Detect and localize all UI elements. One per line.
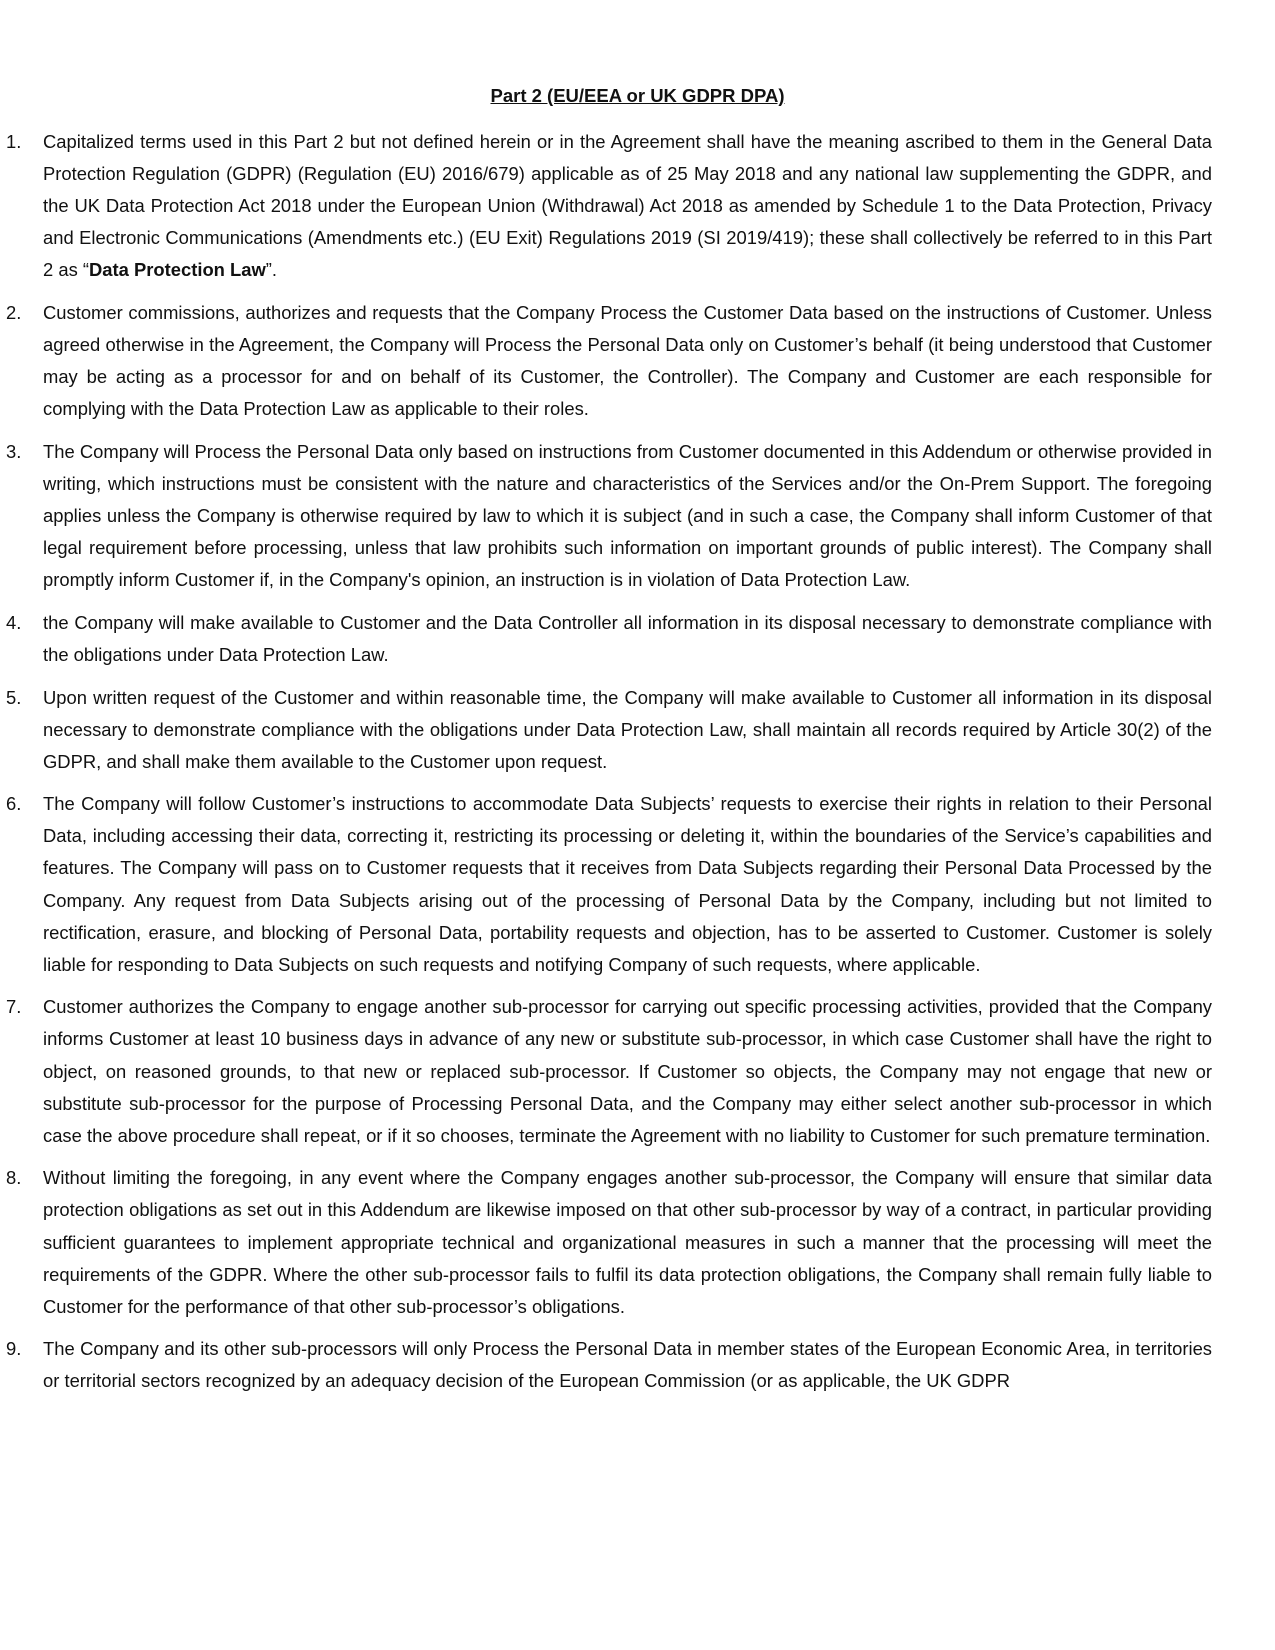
clause-text: Customer commissions, authorizes and requests that the Company Process the Customer Data based on the instructions of Customer. Unless agreed otherwise in the Agreement, the Company will Process the Personal Data only on Customer’s behalf (it being understood that Customer may be acting as a processor for and on behalf of its Customer, the Controller). The Company and Customer are each responsible for complying with the Data Protection Law as applicable to their roles. bbox=[43, 301, 1212, 420]
clause-text: The Company will Process the Personal Data only based on instructions from Customer documented in this Addendum or otherwise provided in writing, which instructions must be consistent with the nature and characteristics of the Services and/or the On-Prem Support. The foregoing applies unless the Company is otherwise required by law to which it is subject (and in such a case, the Company shall inform Customer of that legal requirement before processing, unless that law prohibits such information on important grounds of public interest). The Company shall promptly inform Customer if, in the Company's opinion, an instruction is in violation of Data Protection Law. bbox=[43, 440, 1212, 591]
clause-text: the Company will make available to Customer and the Data Controller all information in its disposal necessary to demonstrate compliance with the obligations under Data Protection Law. bbox=[43, 611, 1212, 665]
clause-2 bbox=[6, 297, 1212, 425]
clause-5 bbox=[6, 682, 1212, 778]
clause-number: 2. bbox=[6, 301, 22, 323]
clause-6 bbox=[6, 788, 1212, 981]
clause-text: The Company and its other sub-processors will only Process the Personal Data in member states of the European Economic Area, in territories or territorial sectors recognized by an adequacy decision of the European Commission (or as applicable, the UK GDPR bbox=[43, 1338, 1212, 1392]
clause-text: Customer authorizes the Company to engage another sub-processor for carrying out specific processing activities, provided that the Company informs Customer at least 10 business days in advance of any new or substitute sub-processor, in which case Customer shall have the right to object, on reasoned grounds, to that new or replaced sub-processor. If Customer so objects, the Company may not engage that new or substitute sub-processor for the purpose of Processing Personal Data, and the Company may either select another sub-processor in which case the above procedure shall repeat, or if it so chooses, terminate the Agreement with no liability to Customer for such premature termination. bbox=[43, 996, 1212, 1146]
clause-number: 7. bbox=[6, 996, 22, 1018]
clause-list bbox=[6, 126, 1212, 1408]
clause-number: 5. bbox=[6, 686, 22, 708]
clause-4 bbox=[6, 607, 1212, 671]
document-title bbox=[0, 84, 1275, 108]
clause-text-tail: ”. bbox=[265, 259, 278, 281]
clause-number: 9. bbox=[6, 1338, 22, 1360]
clause-number: 1. bbox=[6, 131, 22, 152]
clause-text: Capitalized terms used in this Part 2 but not defined herein or in the Agreement shall have the meaning ascribed to them in the General Data Protection Regulation (GDPR) (Regulation (EU) 2016/679) applicable as of 25 May 2018 and any national law supplementing the GDPR, and the UK Data Protection Act 2018 under the European Union (Withdrawal) Act 2018 as amended by Schedule 1 to the Data Protection, Privacy and Electronic Communications (Amendments etc.) (EU Exit) Regulations 2019 (SI 2019/419); these shall collectively be referred to in this Part 2 as “ bbox=[43, 131, 1212, 281]
clause-text: Without limiting the foregoing, in any event where the Company engages another sub-processor, the Company will ensure that similar data protection obligations as set out in this Addendum are likewise imposed on that other sub-processor by way of a contract, in particular providing sufficient guarantees to implement appropriate technical and organizational measures in such a manner that the processing will meet the requirements of the GDPR. Where the other sub-processor fails to fulfil its data protection obligations, the Company shall remain fully liable to Customer for the performance of that other sub-processor’s obligations. bbox=[43, 1167, 1212, 1317]
clause-text: Upon written request of the Customer and within reasonable time, the Company will make available to Customer all information in its disposal necessary to demonstrate compliance with the obligations under Data Protection Law, shall maintain all records required by Article 30(2) of the GDPR, and shall make them available to the Customer upon request. bbox=[43, 686, 1212, 772]
clause-8 bbox=[6, 1162, 1212, 1322]
clause-number: 3. bbox=[6, 440, 22, 462]
clause-text: The Company will follow Customer’s instructions to accommodate Data Subjects’ requests to exercise their rights in relation to their Personal Data, including accessing their data, correcting it, restricting its processing or deleting it, within the boundaries of the Service’s capabilities and features. The Company will pass on to Customer requests that it receives from Data Subjects regarding their Personal Data Processed by the Company. Any request from Data Subjects arising out of the processing of Personal Data by the Company, including but not limited to rectification, erasure, and blocking of Personal Data, portability requests and objection, has to be asserted to Customer. Customer is solely liable for responding to Data Subjects on such requests and notifying Company of such requests, where applicable. bbox=[43, 793, 1212, 975]
clause-7 bbox=[6, 991, 1212, 1151]
clause-1 bbox=[6, 126, 1212, 286]
clause-number: 6. bbox=[6, 793, 22, 815]
clause-3 bbox=[6, 436, 1212, 596]
clause-9 bbox=[6, 1333, 1212, 1397]
clause-number: 8. bbox=[6, 1167, 22, 1189]
defined-term: Data Protection Law bbox=[89, 259, 266, 281]
document-title-text: Part 2 (EU/EEA or UK GDPR DPA) bbox=[490, 85, 785, 106]
clause-number: 4. bbox=[6, 611, 22, 633]
